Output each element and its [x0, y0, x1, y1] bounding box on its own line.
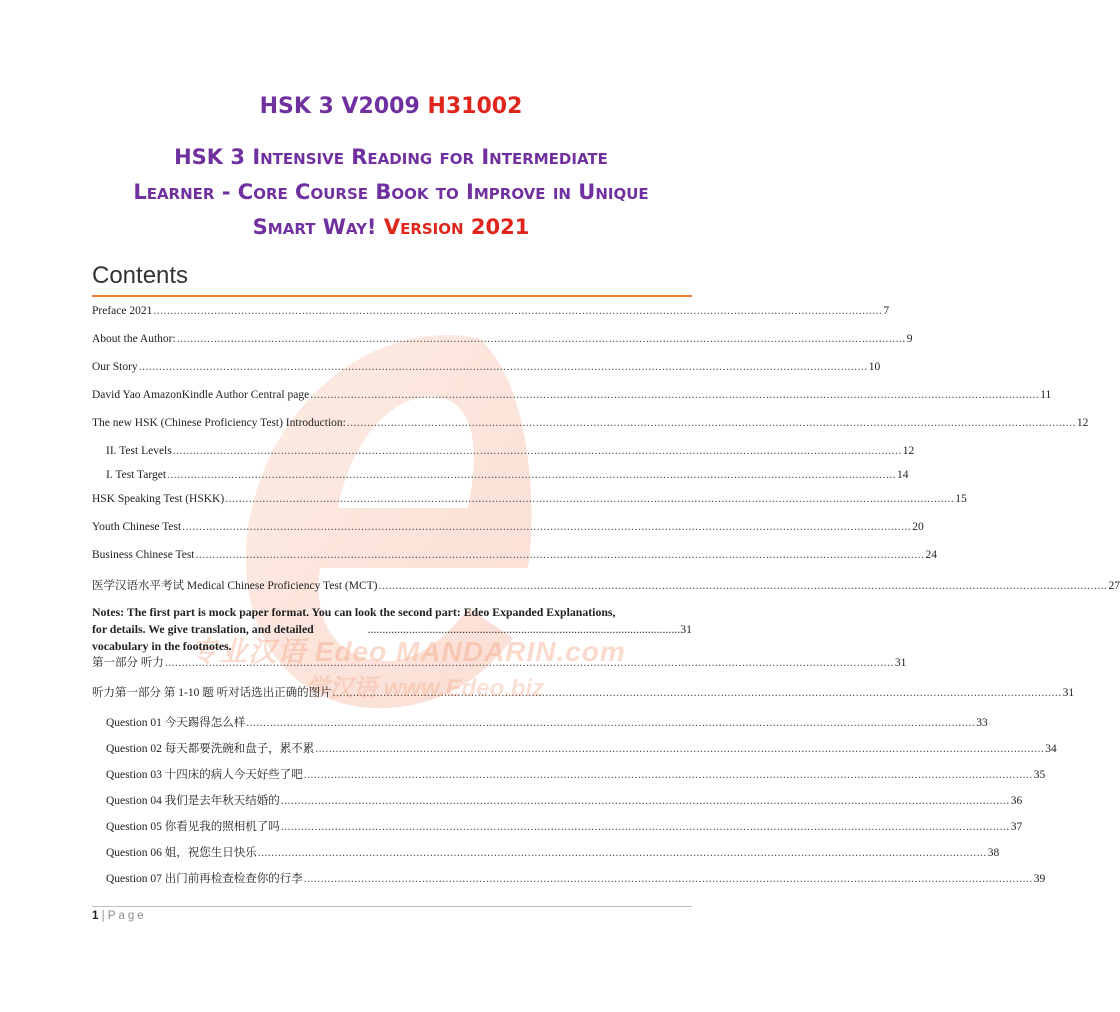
toc-entry[interactable] — [92, 654, 907, 670]
toc-entry-label: 医学汉语水平考试 Medical Chinese Proficiency Test (MCT) — [92, 580, 378, 592]
toc-entry-page: 31 — [894, 657, 907, 669]
toc-entry-page: 39 — [1033, 873, 1046, 885]
toc-entry[interactable] — [92, 521, 924, 537]
toc-entry-label: Question 05 你看见我的照相机了吗 — [106, 821, 280, 833]
toc-entry[interactable] — [92, 493, 967, 509]
toc-subentry[interactable] — [92, 714, 988, 730]
toc-subentry[interactable] — [92, 766, 1046, 782]
toc-entry-page: 12 — [1076, 417, 1089, 429]
toc-entry-page: 36 — [1010, 795, 1023, 807]
toc-entry-page: 14 — [897, 469, 909, 481]
toc-entry-label: Preface 2021 — [92, 305, 153, 317]
toc-entry-label: Question 02 每天都要洗碗和盘子，累不累 — [106, 743, 315, 755]
footer-page-number: 1 — [92, 910, 99, 922]
toc-entry-label: The new HSK (Chinese Proficiency Test) Introduction: — [92, 417, 346, 429]
contents-heading-rule — [92, 295, 692, 297]
toc-entry-label: David Yao AmazonKindle Author Central page — [92, 389, 310, 401]
toc-entry[interactable] — [92, 549, 937, 565]
toc-entry-label: 第一部分 听力 — [92, 657, 164, 669]
toc-subentry[interactable] — [92, 445, 915, 461]
toc-entry-page: 37 — [1010, 821, 1023, 833]
toc-note-entry[interactable]: Notes: The first part is mock paper format. You can look the second part: Edeo Expanded Explanations, for details. We give translation, and detailed vocabulary in the footnotes. .......................................................................................................... 31 — [92, 605, 692, 653]
footer-rule — [92, 906, 692, 907]
toc-entry-label: Question 06 姐，祝您生日快乐 — [106, 847, 257, 859]
toc-entry-label: Youth Chinese Test — [92, 521, 182, 533]
toc-subentry[interactable] — [92, 844, 1000, 860]
toc-entry-label: Question 07 出门前再检查检查你的行李 — [106, 873, 303, 885]
toc-entry-page: 31 — [1062, 687, 1075, 699]
toc-entry-label: Question 03 十四床的病人今天好些了吧 — [106, 769, 303, 781]
toc-entry[interactable] — [92, 305, 890, 321]
toc-subentry[interactable] — [92, 818, 1023, 834]
watermark-brand-text: 专业汉语 Edeo MANDARIN.com — [190, 636, 626, 667]
toc-entry[interactable] — [92, 577, 1120, 593]
toc-subentry[interactable] — [92, 740, 1057, 756]
toc-entry[interactable] — [92, 389, 1052, 405]
toc-entry-page: 27 — [1108, 580, 1120, 592]
toc-entry-label: HSK Speaking Test (HSKK) — [92, 493, 225, 505]
toc-entry[interactable] — [92, 361, 881, 377]
toc-entry-label: Our Story — [92, 361, 138, 373]
book-title-line-2: Learner - Core Course Book to Improve in Unique — [133, 180, 649, 204]
toc-entry-page: 12 — [902, 445, 915, 457]
toc-subentry[interactable] — [92, 469, 909, 485]
toc-entry[interactable] — [92, 417, 1089, 433]
toc-entry-label: About the Author: — [92, 333, 176, 345]
toc-entry-page: 20 — [912, 521, 924, 533]
toc-entry-label: Business Chinese Test — [92, 549, 195, 561]
toc-entry-label: Question 04 我们是去年秋天结婚的 — [106, 795, 280, 807]
toc-entry[interactable] — [92, 333, 913, 349]
book-title — [60, 140, 722, 245]
book-code-purple: HSK 3 V2009 — [259, 94, 428, 119]
footer-separator: | — [98, 910, 108, 922]
toc-entry-page: 38 — [987, 847, 1000, 859]
contents-heading: Contents — [92, 262, 189, 289]
toc-entry-label: Question 01 今天踢得怎么样 — [106, 717, 246, 729]
toc-entry-page: 35 — [1033, 769, 1046, 781]
toc-entry-label: 听力第一部分 第 1-10 题 听对话选出正确的图片 — [92, 687, 332, 699]
toc-entry-page: 7 — [883, 305, 890, 317]
toc-entry-page: 33 — [976, 717, 988, 729]
note-line-2: for details. We give translation, and detailed vocabulary in the footnotes. — [92, 622, 314, 653]
book-title-version: Version 2021 — [383, 215, 530, 239]
toc-entry-label: II. Test Levels — [106, 445, 172, 457]
toc-entry-label: I. Test Target — [106, 469, 167, 481]
note-page: 31 — [680, 622, 692, 636]
toc-entry-page: 11 — [1040, 389, 1052, 401]
toc-entry-page: 15 — [955, 493, 967, 505]
note-line-1: Notes: The first part is mock paper format. You can look the second part: Edeo Expanded Explanations, — [92, 605, 616, 619]
book-code-red: H31002 — [427, 94, 523, 119]
book-code-title — [60, 94, 722, 119]
page-footer — [92, 910, 147, 922]
footer-page-word: Page — [107, 910, 147, 922]
toc-subentry[interactable] — [92, 870, 1046, 886]
watermark-url-text: 学汉语 www.Edeo.biz — [305, 675, 545, 702]
toc-entry-page: 24 — [925, 549, 937, 561]
toc-entry[interactable] — [92, 684, 1075, 700]
toc-entry-page: 10 — [868, 361, 881, 373]
toc-entry-page: 34 — [1045, 743, 1057, 755]
book-title-line-1: HSK 3 Intensive Reading for Intermediate — [174, 145, 608, 169]
toc-subentry[interactable] — [92, 792, 1023, 808]
book-title-line-3-purple: Smart Way! — [252, 215, 384, 239]
toc-entry-page: 9 — [906, 333, 913, 345]
